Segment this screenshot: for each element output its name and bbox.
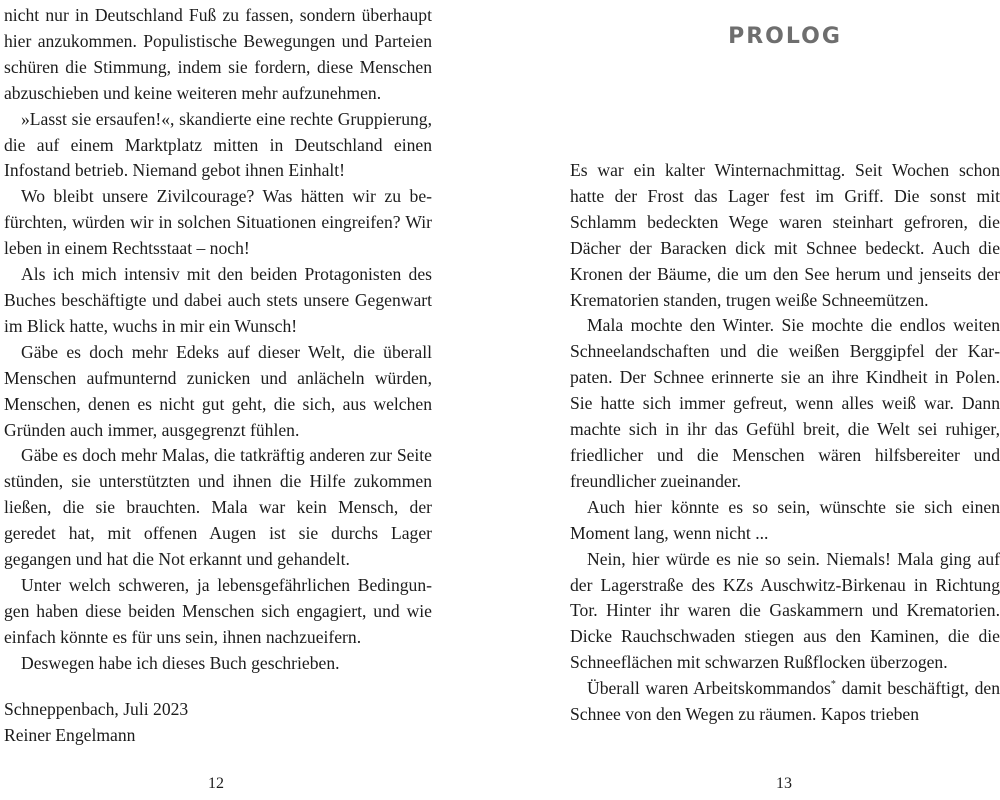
paragraph: Auch hier könnte es so sein, wünschte sie sich einen Moment lang, wenn nicht ... xyxy=(570,496,1000,543)
paragraph: Gäbe es doch mehr Malas, die tatkräftig anderen zur Seite stünden, sie unterstützten und ihnen die Hilfe zukommen ließen, die sie brauchten. Mala war kein Mensch, der geredet hat, mit offenen Augen ist sie durchs Lager gegangen und hat die Not erkannt und gehandelt. xyxy=(4,445,432,570)
paragraph-text: Überall waren Arbeitskommandos xyxy=(587,678,831,699)
paragraph: Als ich mich intensiv mit den beiden Protagonisten des Buches beschäftigte und dabei auch stets unsere Gegenwart im Blick hatte, wuchs in mir ein Wunsch! xyxy=(4,264,432,336)
left-page-body xyxy=(4,3,432,677)
footnote-marker: * xyxy=(830,679,836,691)
paragraph: Nein, hier würde es nie so sein. Niemals! Mala ging auf der Lagerstraße des KZs Auschwitz-Birkenau in Richtung Tor. Hinter ihr waren die Gaskammern und Krematorien. Dicke Rauchschwaden stiegen aus den Kaminen, die die Schneeflächen mit schwarzen Rußflocken überzogen. xyxy=(570,548,1000,673)
paragraph: nicht nur in Deutschland Fuß zu fassen, sondern überhaupt hier anzukommen. Populistische Bewegungen und Parteien schüren die Stimmung, indem sie fordern, diese Menschen abzuschieben und keine weiteren mehr aufzunehmen. xyxy=(4,5,432,103)
page-number: 13 xyxy=(776,775,792,792)
left-page xyxy=(0,0,432,800)
right-page-body xyxy=(570,158,1000,728)
right-page xyxy=(570,0,1000,800)
page-number: 12 xyxy=(208,775,224,792)
signature-place-date: Schneppenbach, Juli 2023 xyxy=(4,699,189,719)
paragraph: Mala mochte den Winter. Sie mochte die endlos weiten Schneelandschaften und die weißen Berggipfel der Karpaten. Der Schnee erinnerte sie an ihre Kindheit in Polen. Sie hatte sich immer gefreut, wenn alles weiß war. Dann machte sich in ihr das Gefühl breit, die Welt sei ruhiger, friedlicher und die Menschen wären hilfsbereiter und freundlicher zueinander. xyxy=(570,315,1000,491)
paragraph: Es war ein kalter Winternachmittag. Seit Wochen schon hatte der Frost das Lager fest im Griff. Die sonst mit Schlamm bedeckten Wege waren steinhart gefroren, die Dächer der Baracken dick mit Schnee bedeckt. Auch die Kronen der Bäume, die um den See herum und jenseits der Krematorien standen, trugen weiße Schneemützen. xyxy=(570,160,1000,310)
paragraph: Unter welch schweren, ja lebensgefährlichen Bedingungen haben diese beiden Menschen sich engagiert, und wie einfach könnte es für uns sein, ihnen nachzueifern. xyxy=(4,574,432,647)
paragraph-text: damit beschäftigt, den Schnee von den Wegen zu räumen. Kapos trieben xyxy=(570,678,1000,725)
paragraph: Gäbe es doch mehr Edeks auf dieser Welt, die überall Menschen aufmunternd zunicken und anlächeln würden, Menschen, denen es nicht gut geht, die sich, aus welchen Gründen auch immer, ausgegrenzt fühlen. xyxy=(4,341,432,440)
signature-author: Reiner Engelmann xyxy=(4,724,136,745)
paragraph: Wo bleibt unsere Zivilcourage? Was hätten wir zu befürchten, würden wir in solchen Situationen eingreifen? Wir leben in einem Rechtsstaat – noch! xyxy=(4,186,432,259)
paragraph-with-footnote xyxy=(570,676,1000,728)
signature-block xyxy=(4,697,432,749)
paragraph: Deswegen habe ich dieses Buch geschrieben. xyxy=(21,652,340,673)
chapter-title: PROLOG xyxy=(728,24,842,49)
paragraph: »Lasst sie ersaufen!«, skandierte eine rechte Gruppierung, die auf einem Marktplatz mitten in Deutschland einen Infostand betrieb. Niemand gebot ihnen Einhalt! xyxy=(4,108,432,181)
